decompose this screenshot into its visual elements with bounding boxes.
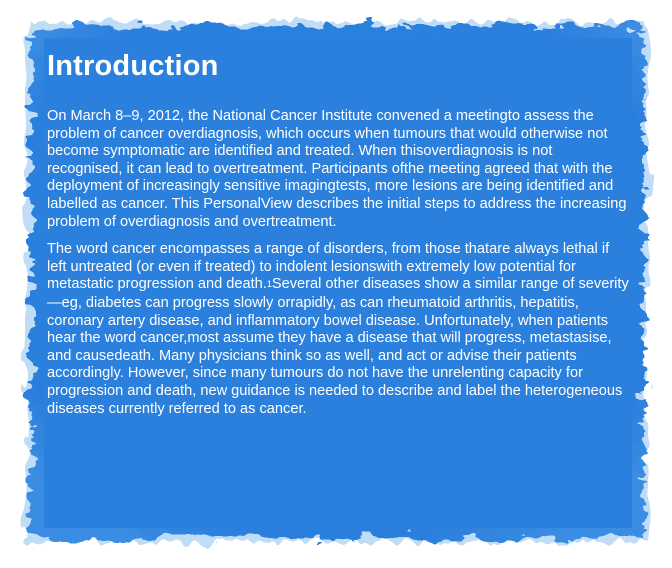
article-paragraph-1: On March 8–9, 2012, the National Cancer Institute convened a meetingto assess the problem of cancer overdiagnosis, which occurs when tumours that would otherwise not become symptomatic are identified and treated. When thisoverdiagnosis is not recognised, it can lead to overtreatment. Participants ofthe meeting agreed that with the deployment of increasingly sensitive imagingtests, more lesions are being identified and labelled as cancer. This PersonalView describes the initial steps to address the increasing problem of overdiagnosis and overtreatment.: [47, 108, 627, 230]
paragraph-2-text-end: Several other diseases show a similar range of severity—eg, diabetes can progress slowly orrapidly, as can rheumatoid arthritis, hepatitis, coronary artery disease, and inflammatory bowel disease. Unfortunately, when patients hear the word cancer,most assume they have a disease that will progress, metastasise, and causedeath. Many physicians think so as well, and act or advise their patients accordingly. However, since many tumours do not have the unrelenting capacity for progression and death, new guidance is needed to describe and label the heterogeneous diseases currently referred to as cancer.: [47, 276, 629, 417]
article-content: [47, 48, 629, 418]
reference-marker: 1: [266, 279, 272, 290]
paragraph-2-text-start: The word cancer encompasses a range of disorders, from those thatare always lethal if left untreated (or even if treated) to indolent lesionswith extremely low potential for metastatic progression and death.: [47, 241, 610, 293]
article-title: Introduction: [47, 50, 219, 82]
article-paragraph-2: [47, 241, 629, 418]
